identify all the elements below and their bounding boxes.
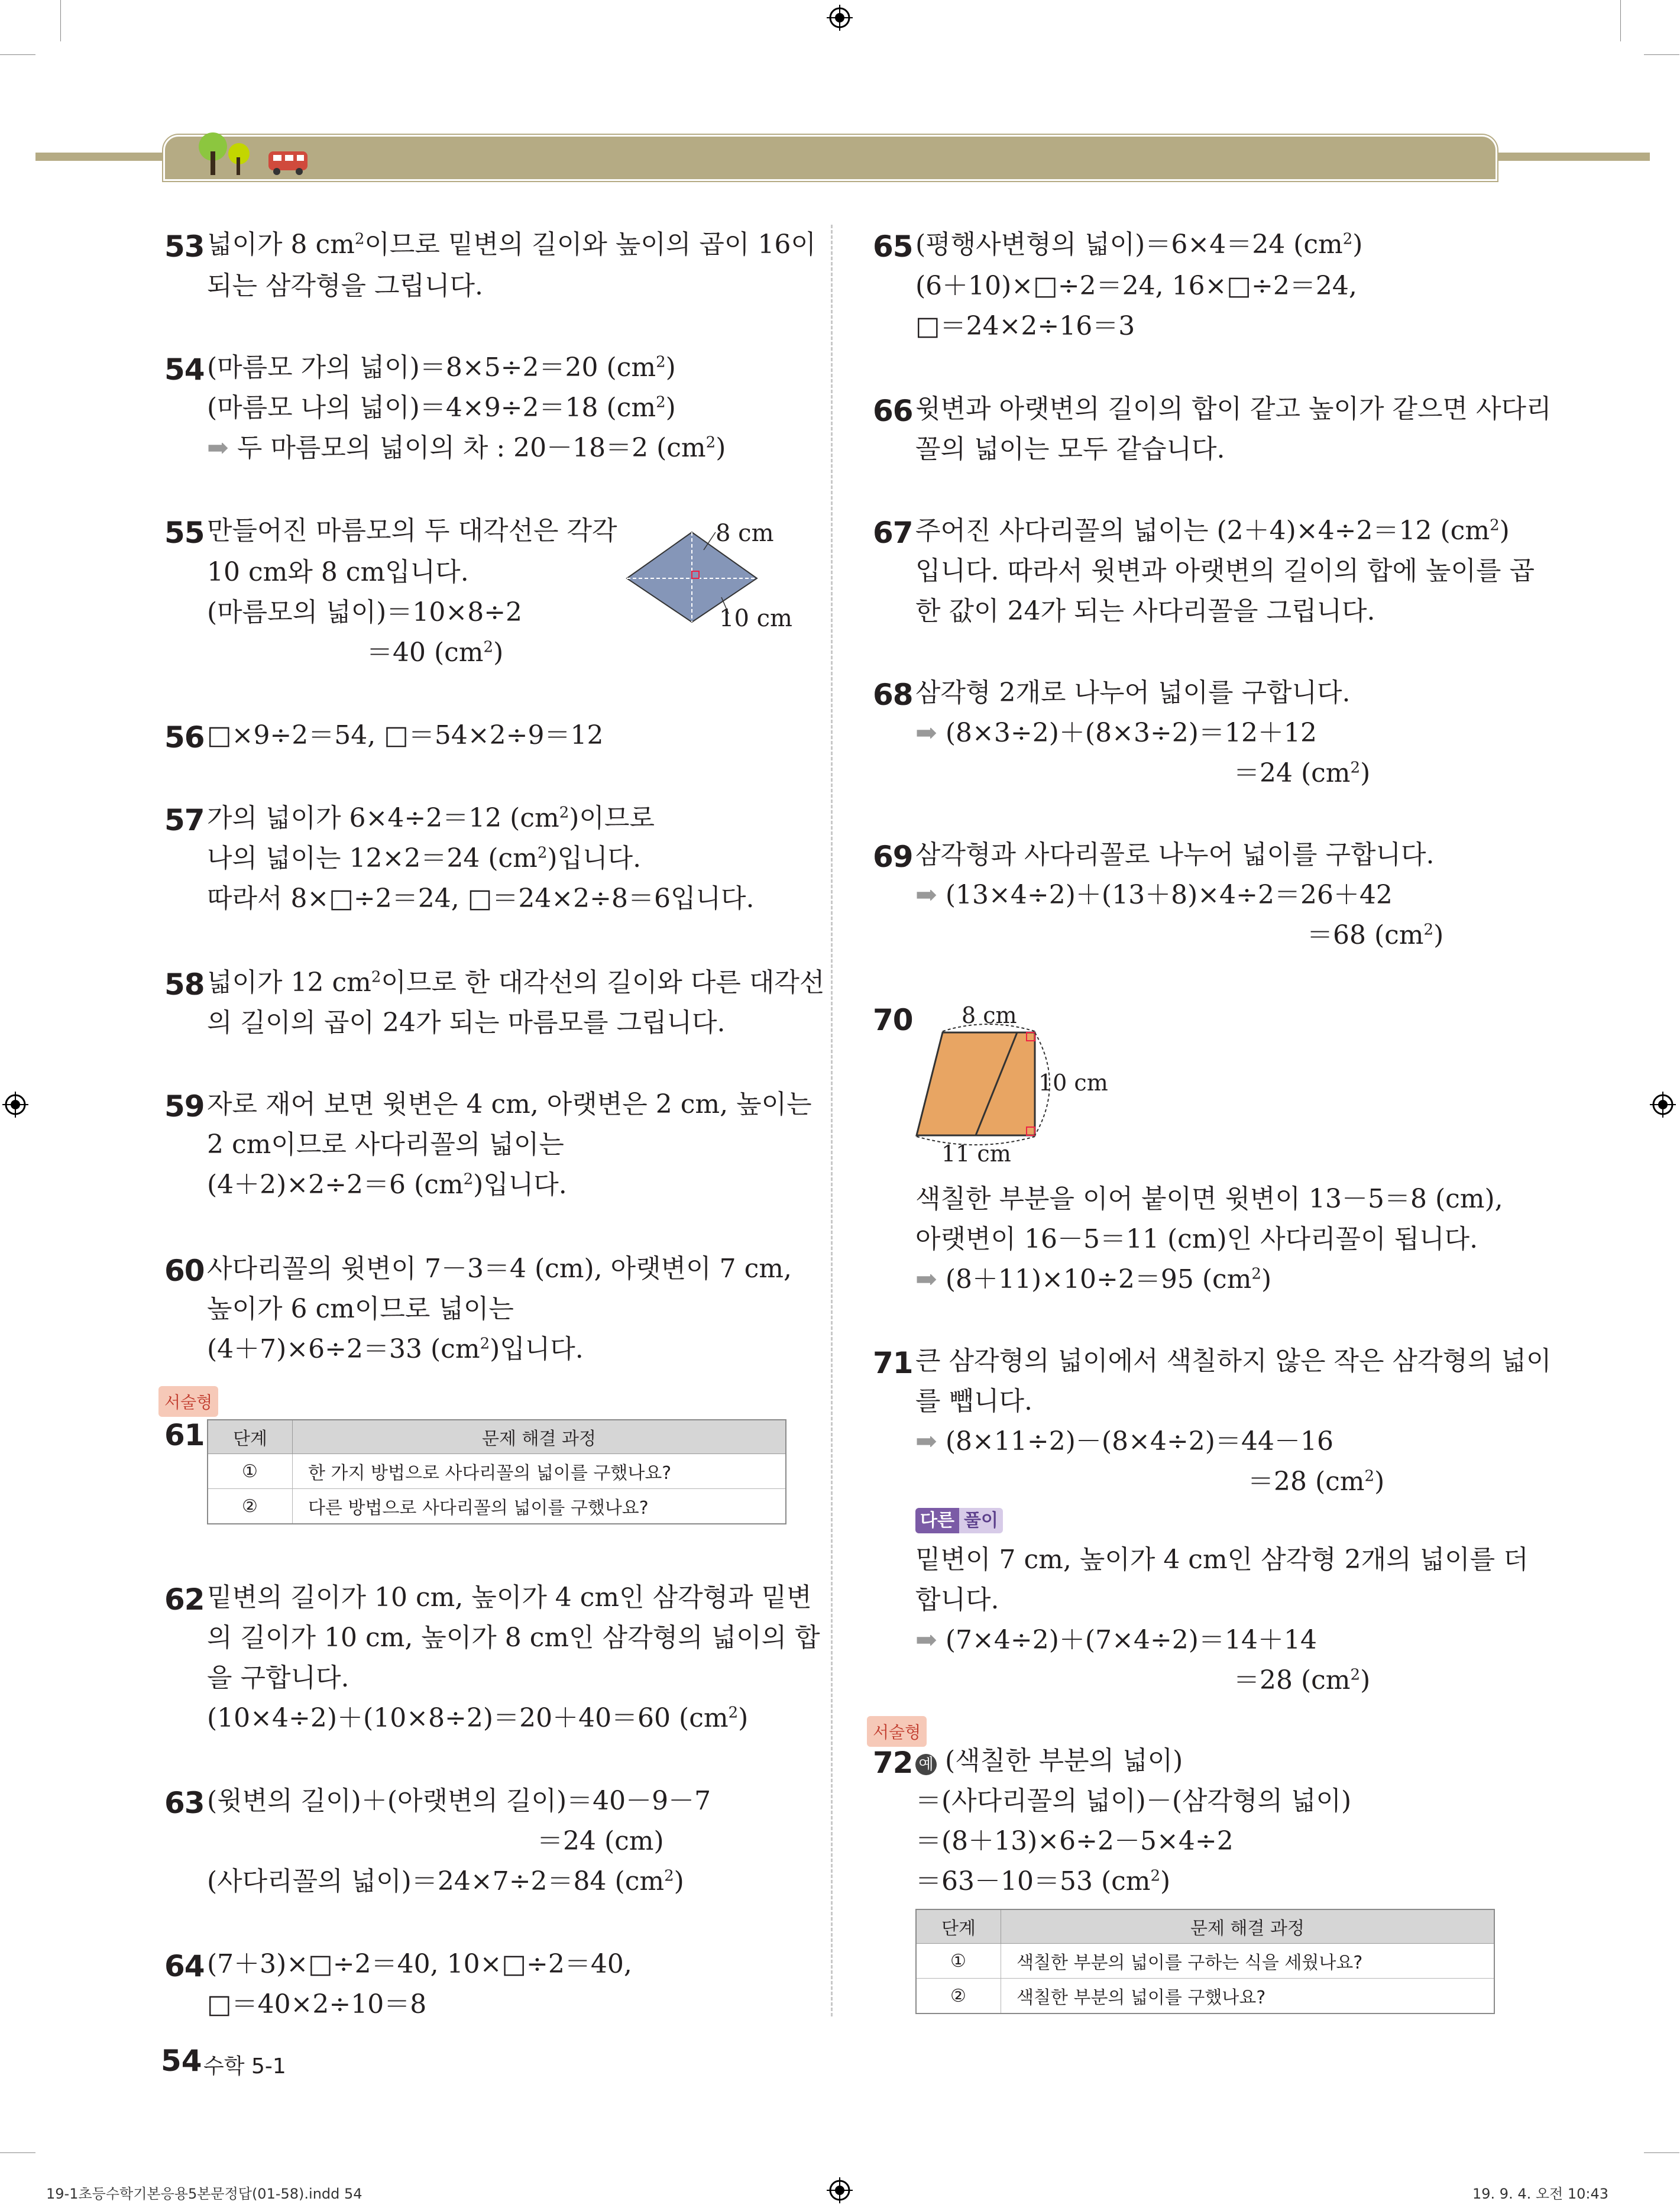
problem-number: 53 <box>164 229 205 264</box>
problem-number: 69 <box>873 840 913 874</box>
arrow-icon: ➡ <box>915 1264 937 1294</box>
registration-mark-icon <box>1650 1092 1676 1118</box>
text-line: 색칠한 부분을 이어 붙이면 윗변이 13－5＝8 (cm), <box>915 1184 1503 1214</box>
text-line: 사다리꼴의 윗변이 7－3＝4 (cm), 아랫변이 7 cm, <box>207 1254 792 1284</box>
text-line: ＝40 $(cm^2)$ <box>367 637 504 668</box>
text-line: 의 길이의 곱이 24가 되는 마름모를 그립니다. <box>207 1008 726 1038</box>
essay-badge: 서술형 <box>867 1716 927 1747</box>
scoring-table <box>207 1419 786 1524</box>
problem-number: 59 <box>164 1089 205 1124</box>
text-line: ＝28 $(cm^2)$ <box>1234 1665 1371 1695</box>
text-line: 10 cm와 8 cm입니다. <box>207 557 469 587</box>
text-line: ➡ (8＋11)×10÷2＝95 $(cm^2)$ <box>915 1264 1272 1294</box>
text-line: 한 값이 24가 되는 사다리꼴을 그립니다. <box>915 596 1375 626</box>
text-line: (윗변의 길이)＋(아랫변의 길이)＝40－9－7 <box>207 1786 711 1816</box>
figure-label: 10 cm <box>719 605 792 632</box>
table-header: 문제 해결 과정 <box>1001 1909 1495 1944</box>
text-line: ＝24 $(cm^2)$ <box>1234 758 1371 788</box>
table-row: ② 색칠한 부분의 넓이를 구했나요? <box>916 1979 1494 2014</box>
text-line: (4＋7)×6÷2＝33 $(cm^2)$입니다. <box>207 1334 584 1364</box>
text-line: 삼각형과 사다리꼴로 나누어 넓이를 구합니다. <box>915 840 1435 870</box>
registration-mark-icon <box>827 5 853 31</box>
text-line: (4＋2)×2÷2＝6 $(cm^2)$입니다. <box>207 1170 567 1200</box>
crop-line <box>1644 2152 1679 2153</box>
text-line: 을 구합니다. <box>207 1663 349 1693</box>
crop-line <box>0 2152 35 2153</box>
problem-number: 70 <box>873 1003 913 1037</box>
text-line: (7＋3)×□÷2＝40, 10×□÷2＝40, <box>207 1949 632 1979</box>
registration-mark-icon <box>827 2177 853 2203</box>
bus-icon <box>267 148 309 176</box>
print-date: 19. 9. 4. 오전 10:43 <box>1472 2186 1609 2202</box>
text-line: 높이가 6 cm이므로 넓이는 <box>207 1294 514 1324</box>
text-line: ＝(사다리꼴의 넓이)－(삼각형의 넓이) <box>915 1786 1352 1816</box>
figure-label: 11 cm <box>941 1141 1011 1167</box>
text-line: □×9÷2＝54, □＝54×2÷9＝12 <box>207 720 604 750</box>
arrow-icon: ➡ <box>915 1426 937 1456</box>
figure-label: 10 cm <box>1038 1070 1108 1096</box>
text-line: □＝40×2÷10＝8 <box>207 1989 427 2019</box>
table-row: ① 색칠한 부분의 넓이를 구하는 식을 세웠나요? <box>916 1944 1494 1979</box>
problem-number: 58 <box>164 967 205 1002</box>
crop-line <box>1620 0 1621 41</box>
text-line: 큰 삼각형의 넓이에서 색칠하지 않은 작은 삼각형의 넓이 <box>915 1346 1552 1376</box>
text-line: ➡ (7×4÷2)＋(7×4÷2)＝14＋14 <box>915 1625 1317 1655</box>
file-slug: 19-1초등수학기본응용5본문정답(01-58).indd 54 <box>46 2186 362 2202</box>
problem-number: 67 <box>873 516 913 550</box>
arrow-icon: ➡ <box>915 880 937 910</box>
problem-number: 54 <box>164 352 205 387</box>
text-line: 만들어진 마름모의 두 대각선은 각각 <box>207 516 617 546</box>
arrow-icon: ➡ <box>915 718 937 748</box>
problem-number: 56 <box>164 720 205 755</box>
table-header: 단계 <box>208 1420 293 1454</box>
text-line: ＝68 $(cm^2)$ <box>1307 920 1444 950</box>
text-line: 2 cm이므로 사다리꼴의 넓이는 <box>207 1129 564 1160</box>
text-line: 주어진 사다리꼴의 넓이는 (2＋4)×4÷2＝12 $(cm^2)$ <box>915 516 1510 546</box>
essay-badge: 서술형 <box>158 1386 218 1417</box>
text-line: 합니다. <box>915 1585 999 1615</box>
problem-number: 72 <box>873 1746 913 1780</box>
text-line: ＝28 $(cm^2)$ <box>1248 1467 1385 1497</box>
text-line: ➡ (8×11÷2)－(8×4÷2)＝44－16 <box>915 1426 1333 1456</box>
table-row: ② 다른 방법으로 사다리꼴의 넓이를 구했나요? <box>208 1489 786 1524</box>
text-line: (사다리꼴의 넓이)＝24×7÷2＝84 $(cm^2)$ <box>207 1866 684 1896</box>
text-line: (평행사변형의 넓이)＝6×4＝24 $(cm^2)$ <box>915 229 1363 260</box>
text-line: 따라서 8×□÷2＝24, □＝24×2÷8＝6입니다. <box>207 883 755 914</box>
arrow-icon: ➡ <box>915 1625 937 1655</box>
table-header: 문제 해결 과정 <box>293 1420 786 1454</box>
text-line: 자로 재어 보면 윗변은 4 cm, 아랫변은 2 cm, 높이는 <box>207 1089 812 1119</box>
problem-number: 64 <box>164 1949 205 1983</box>
table-row: ① 한 가지 방법으로 사다리꼴의 넓이를 구했나요? <box>208 1454 786 1489</box>
problem-number: 55 <box>164 516 205 550</box>
example-badge: 예 <box>915 1754 937 1775</box>
text-line: 밑변이 7 cm, 높이가 4 cm인 삼각형 2개의 넓이를 더 <box>915 1545 1529 1575</box>
table-header: 단계 <box>916 1909 1001 1944</box>
text-line: 아랫변이 16－5＝11 (cm)인 사다리꼴이 됩니다. <box>915 1224 1478 1254</box>
arrow-icon: ➡ <box>207 433 229 463</box>
text-line: 의 길이가 10 cm, 높이가 8 cm인 삼각형의 넓이의 합 <box>207 1623 820 1653</box>
crop-line <box>1644 54 1679 55</box>
text-line: 예 (색칠한 부분의 넓이) <box>915 1748 1183 1775</box>
text-line: 를 뺍니다. <box>915 1386 1032 1416</box>
text-line: ➡ 두 마름모의 넓이의 차 : 20－18＝2 $(cm^2)$ <box>207 433 726 463</box>
text-line: ＝(8＋13)×6÷2－5×4÷2 <box>915 1826 1234 1856</box>
text-line: ＝24 (cm) <box>537 1826 664 1856</box>
alt-solution-badge: 다른 풀이 <box>915 1506 1003 1532</box>
scoring-table <box>915 1909 1495 2014</box>
text-line: □＝24×2÷16＝3 <box>915 311 1135 341</box>
problem-number: 62 <box>164 1582 205 1617</box>
text-line: 밑변의 길이가 10 cm, 높이가 4 cm인 삼각형과 밑변 <box>207 1582 812 1613</box>
text-line: 넓이가 8 $cm^2$이므로 밑변의 길이와 높이의 곱이 16이 <box>207 229 816 260</box>
problem-number: 65 <box>873 229 913 264</box>
text-line: 삼각형 2개로 나누어 넓이를 구합니다. <box>915 678 1351 708</box>
crop-line <box>0 54 35 55</box>
text-line: 꼴의 넓이는 모두 같습니다. <box>915 434 1225 464</box>
text-line: 넓이가 12 $cm^2$이므로 한 대각선의 길이와 다른 대각선 <box>207 967 825 998</box>
text-line: ➡ (8×3÷2)＋(8×3÷2)＝12＋12 <box>915 718 1317 748</box>
text-line: 가의 넓이가 6×4÷2＝12 $(cm^2)$이므로 <box>207 803 655 833</box>
problem-number: 63 <box>164 1786 205 1820</box>
problem-number: 60 <box>164 1254 205 1288</box>
problem-number: 71 <box>873 1346 913 1380</box>
column-divider <box>831 225 833 2016</box>
page-number: 54 <box>161 2044 202 2078</box>
registration-mark-icon <box>2 1092 28 1118</box>
text-line: ＝63－10＝53 $(cm^2)$ <box>915 1866 1171 1896</box>
problem-number: 61 <box>164 1418 205 1452</box>
problem-number: 66 <box>873 394 913 428</box>
header-tab <box>163 135 1497 181</box>
text-line: 입니다. 따라서 윗변과 아랫변의 길이의 합에 높이를 곱 <box>915 556 1535 586</box>
figure-label: 8 cm <box>716 520 774 547</box>
crop-line <box>60 0 61 41</box>
text-line: (6＋10)×□÷2＝24, 16×□÷2＝24, <box>915 271 1357 301</box>
problem-number: 68 <box>873 678 913 712</box>
text-line: (마름모 나의 넓이)＝4×9÷2＝18 $(cm^2)$ <box>207 393 676 423</box>
tree-icon <box>196 128 261 175</box>
text-line: 나의 넓이는 12×2＝24 $(cm^2)$입니다. <box>207 843 642 873</box>
text-line: 되는 삼각형을 그립니다. <box>207 271 483 301</box>
figure-label: 8 cm <box>962 1002 1017 1028</box>
text-line: ➡ (13×4÷2)＋(13＋8)×4÷2＝26＋42 <box>915 880 1393 910</box>
text-line: (마름모 가의 넓이)＝8×5÷2＝20 $(cm^2)$ <box>207 352 676 383</box>
text-line: 윗변과 아랫변의 길이의 합이 같고 높이가 같으면 사다리 <box>915 394 1552 424</box>
problem-number: 57 <box>164 803 205 837</box>
text-line: (마름모의 넓이)＝10×8÷2 <box>207 597 523 627</box>
book-title: 수학 5-1 <box>203 2054 286 2079</box>
text-line: (10×4÷2)＋(10×8÷2)＝20＋40＝60 $(cm^2)$ <box>207 1703 749 1733</box>
